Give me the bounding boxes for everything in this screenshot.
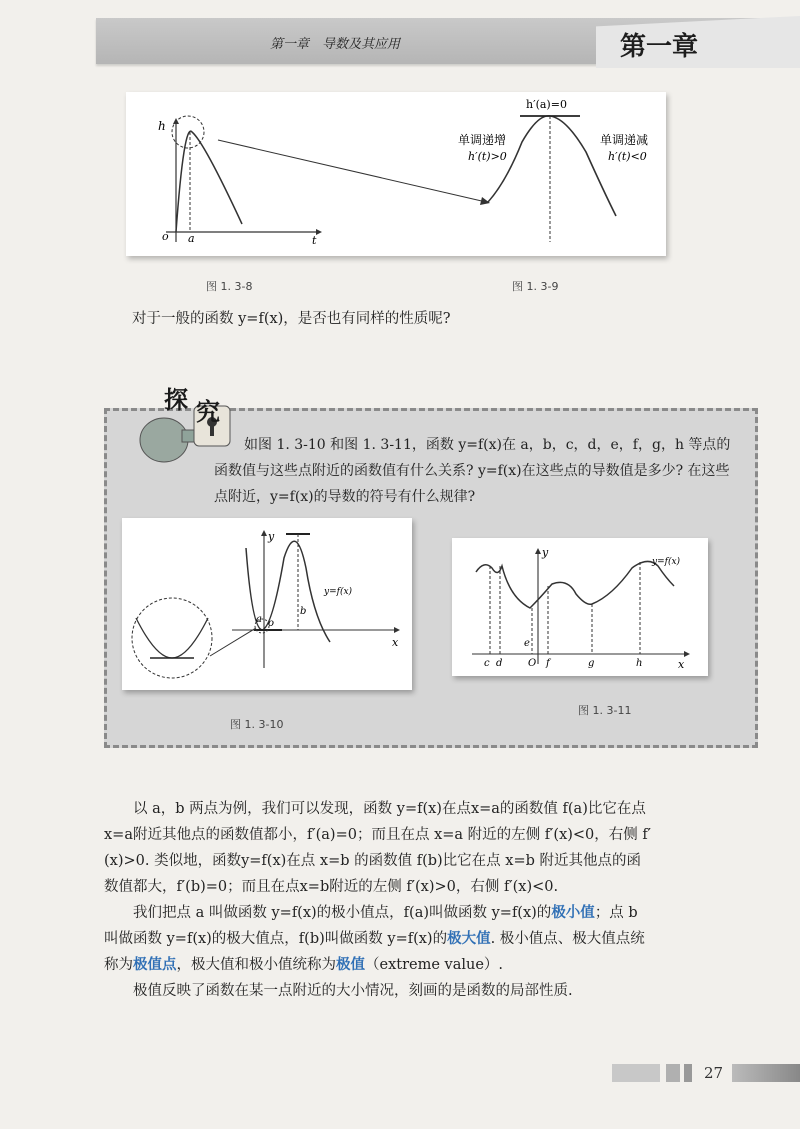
fig11-O-label: O <box>528 658 537 669</box>
fig10-o-label: o <box>268 618 275 629</box>
explore-text: 如图 1. 3-10 和图 1. 3-11，函数 y=f(x)在 a，b，c，d，e，f，g，h 等点的函数值与这些点附近的函数值有什么关系? y=f(x)在这些点的导数值是多少? 在这些点附近，y=f(x)的导数的符号有什么规律? <box>214 437 731 505</box>
running-header: 第一章 导数及其应用 <box>270 37 401 52</box>
fig10-fn-label: y=f(x) <box>324 587 353 597</box>
figure-1-3-11 <box>452 538 708 676</box>
fig11-e-label: e <box>524 638 530 649</box>
fig10-x-label: x <box>392 636 399 649</box>
fig10-a-label: a <box>256 614 262 625</box>
fig10-y-label: y <box>268 530 275 543</box>
body-paragraph-2 <box>104 900 654 978</box>
figure-panel-1-3-10 <box>122 518 412 690</box>
body-paragraph-3: 极值反映了函数在某一点附近的大小情况，刻画的是函数的局部性质. <box>133 983 573 999</box>
fig9-left-title: 单调递增 <box>458 133 507 147</box>
fig9-left-cond: h′(t)>0 <box>468 150 507 163</box>
fig8-h-label: h <box>158 119 166 133</box>
chapter-tab-label: 第一章 <box>620 32 699 62</box>
p2-part-e: （extreme value）. <box>365 957 504 973</box>
p2-part-b: ；点 b 叫做函数 y=f(x)的极大值点，f(b)叫做函数 y=f(x)的 <box>104 905 638 947</box>
fig11-fn-label: y=f(x) <box>652 557 681 567</box>
p2-part-c: . 极小值点、极大值点统称为 <box>104 931 645 973</box>
fig11-g-label: g <box>588 658 595 669</box>
footer-bar <box>732 1064 800 1082</box>
fig11-f-label: f <box>546 658 550 669</box>
fig10-b-label: b <box>300 606 307 617</box>
fig9-right-title: 单调递减 <box>600 133 649 147</box>
fig11-x-label: x <box>678 658 685 671</box>
p2-part-d: ，极大值和极小值统称为 <box>176 957 336 973</box>
page-number: 27 <box>704 1064 724 1082</box>
body-paragraph-1: 以 a，b 两点为例，我们可以发现，函数 y=f(x)在点x=a的函数值 f(a)比它在点x=a附近其他点的函数值都小，f′(a)=0；而且在点 x=a 附近的左侧 f′(x)<0，右侧 f′(x)>0. 类似地，函数y=f(x)在点 x=b 的函数值 f(b)比它在点 x=b 附近其他点的函数值都大，f′(b)=0；而且在点x=b附近的左侧 f′(x)>0，右侧 f′(x)<0. <box>104 801 652 895</box>
term-extreme-value: 极值 <box>336 956 365 973</box>
figure-1-3-10 <box>122 518 412 690</box>
caption-fig-1-3-10: 图 1. 3-10 <box>230 718 284 731</box>
question-line: 对于一般的函数 y=f(x)，是否也有同样的性质呢? <box>132 311 451 327</box>
footer-bar <box>612 1064 660 1082</box>
footer-bar <box>666 1064 680 1082</box>
fig8-a-label: a <box>188 232 195 245</box>
figure-1-3-8-and-9 <box>126 92 666 256</box>
term-local-maximum: 极大值 <box>447 930 491 947</box>
figure-panel-1-3-11 <box>452 538 708 676</box>
explore-title-1: 探 <box>164 386 188 414</box>
fig8-o-label: o <box>162 230 169 243</box>
caption-fig-1-3-9: 图 1. 3-9 <box>512 280 559 293</box>
term-local-minimum: 极小值 <box>551 904 595 921</box>
caption-fig-1-3-11: 图 1. 3-11 <box>578 704 632 717</box>
figure-panel-top <box>126 92 666 256</box>
fig9-top-label: h′(a)=0 <box>526 98 567 111</box>
fig8-t-label: t <box>312 234 317 247</box>
fig11-h-label: h <box>636 658 643 669</box>
fig11-c-label: c <box>484 658 490 669</box>
explore-title-2: 究 <box>196 398 220 426</box>
fig11-y-label: y <box>542 546 549 559</box>
term-extreme-point: 极值点 <box>133 956 177 973</box>
fig9-right-cond: h′(t)<0 <box>608 150 647 163</box>
footer-bar <box>684 1064 692 1082</box>
caption-fig-1-3-8: 图 1. 3-8 <box>206 280 253 293</box>
fig11-d-label: d <box>496 658 503 669</box>
p2-part-a: 我们把点 a 叫做函数 y=f(x)的极小值点，f(a)叫做函数 y=f(x)的 <box>133 905 552 921</box>
